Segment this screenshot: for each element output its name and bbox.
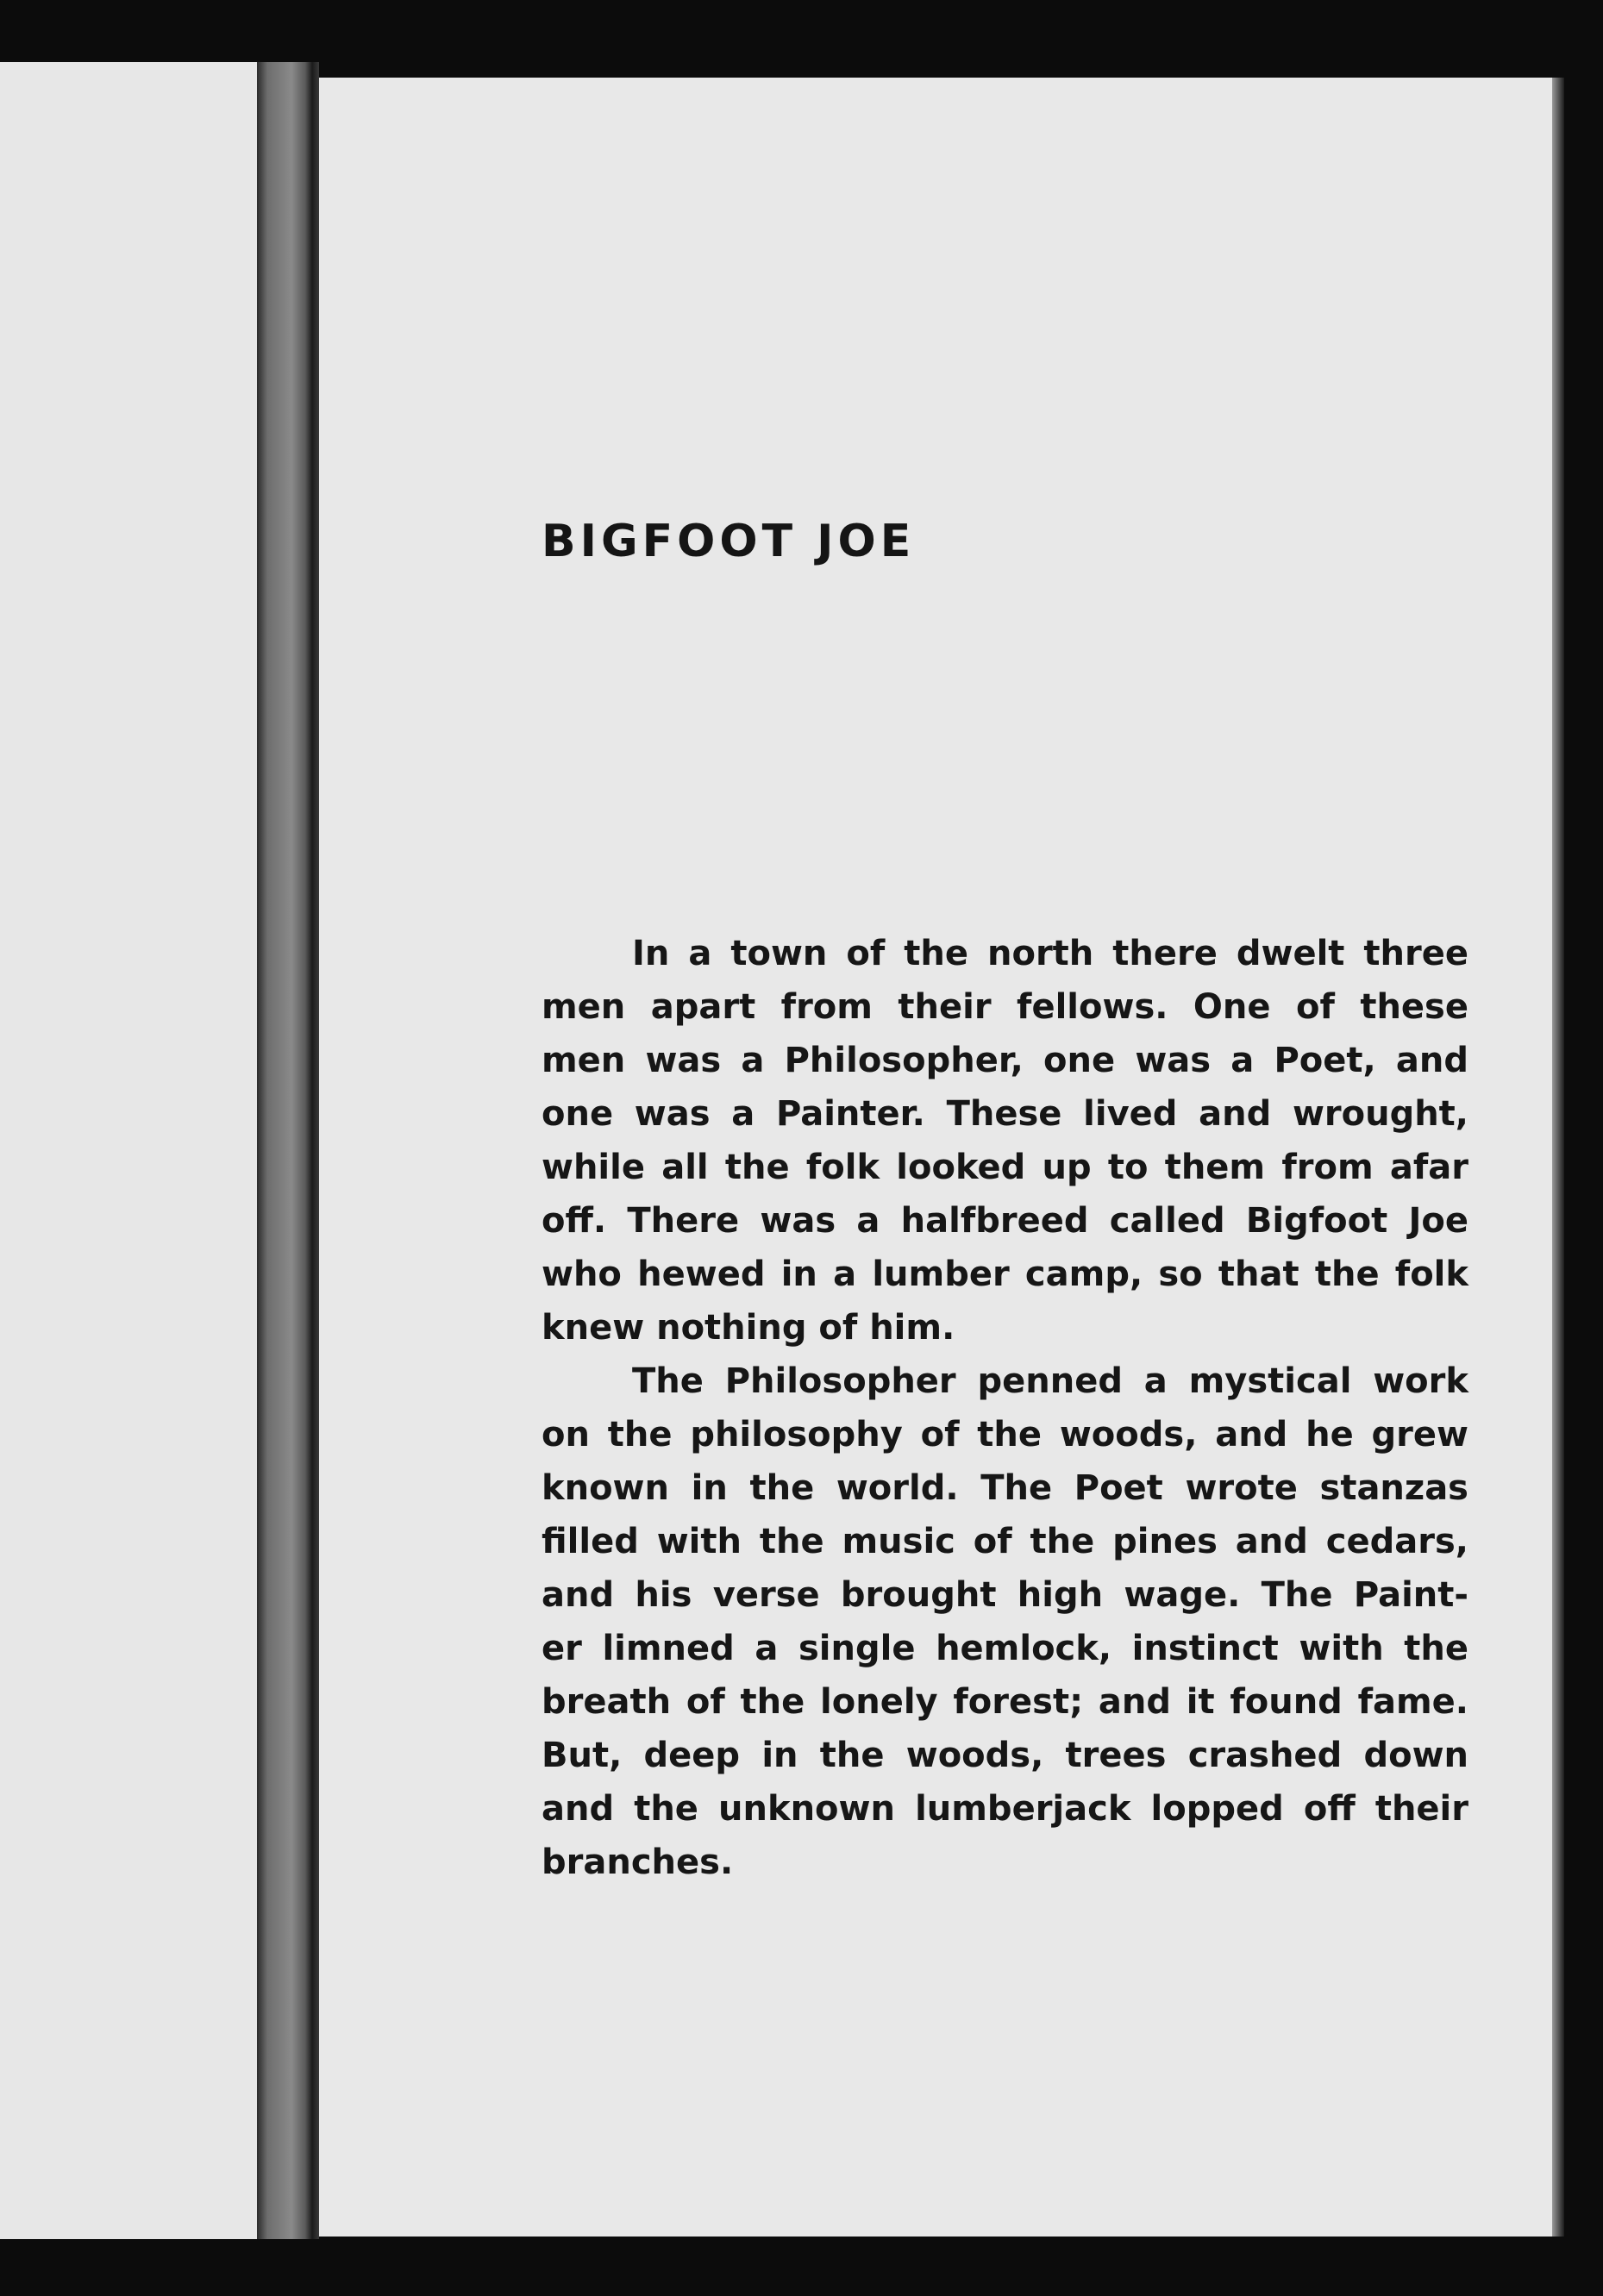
- page-title: BIGFOOT JOE: [542, 516, 916, 567]
- text-line: and his verse brought high wage. The Paint-: [542, 1575, 1468, 1615]
- text-line: knew nothing of him.: [542, 1308, 955, 1348]
- book-gutter: [257, 62, 319, 2239]
- text-line: and the unknown lumberjack lopped off their: [542, 1789, 1468, 1829]
- text-line: men apart from their fellows. One of these: [542, 987, 1468, 1027]
- text-line: breath of the lonely forest; and it found fame.: [542, 1682, 1468, 1722]
- text-line: while all the folk looked up to them from afar: [542, 1148, 1468, 1187]
- text-line: one was a Painter. These lived and wrought,: [542, 1094, 1468, 1134]
- body-text: [542, 927, 1468, 1889]
- text-line: off. There was a halfbreed called Bigfoot Joe: [542, 1201, 1468, 1241]
- text-line: But, deep in the woods, trees crashed down: [542, 1736, 1468, 1775]
- text-line: on the philosophy of the woods, and he grew: [542, 1415, 1468, 1455]
- text-line: In a town of the north there dwelt three: [632, 934, 1468, 973]
- text-line: er limned a single hemlock, instinct with the: [542, 1629, 1468, 1668]
- text-line: The Philosopher penned a mystical work: [632, 1361, 1468, 1401]
- text-line: who hewed in a lumber camp, so that the folk: [542, 1254, 1468, 1294]
- page-edge-shadow: [1552, 78, 1564, 2237]
- text-line: filled with the music of the pines and cedars,: [542, 1522, 1468, 1561]
- left-page: [0, 62, 257, 2239]
- text-line: branches.: [542, 1842, 734, 1882]
- text-line: known in the world. The Poet wrote stanzas: [542, 1468, 1468, 1508]
- text-line: men was a Philosopher, one was a Poet, and: [542, 1041, 1468, 1080]
